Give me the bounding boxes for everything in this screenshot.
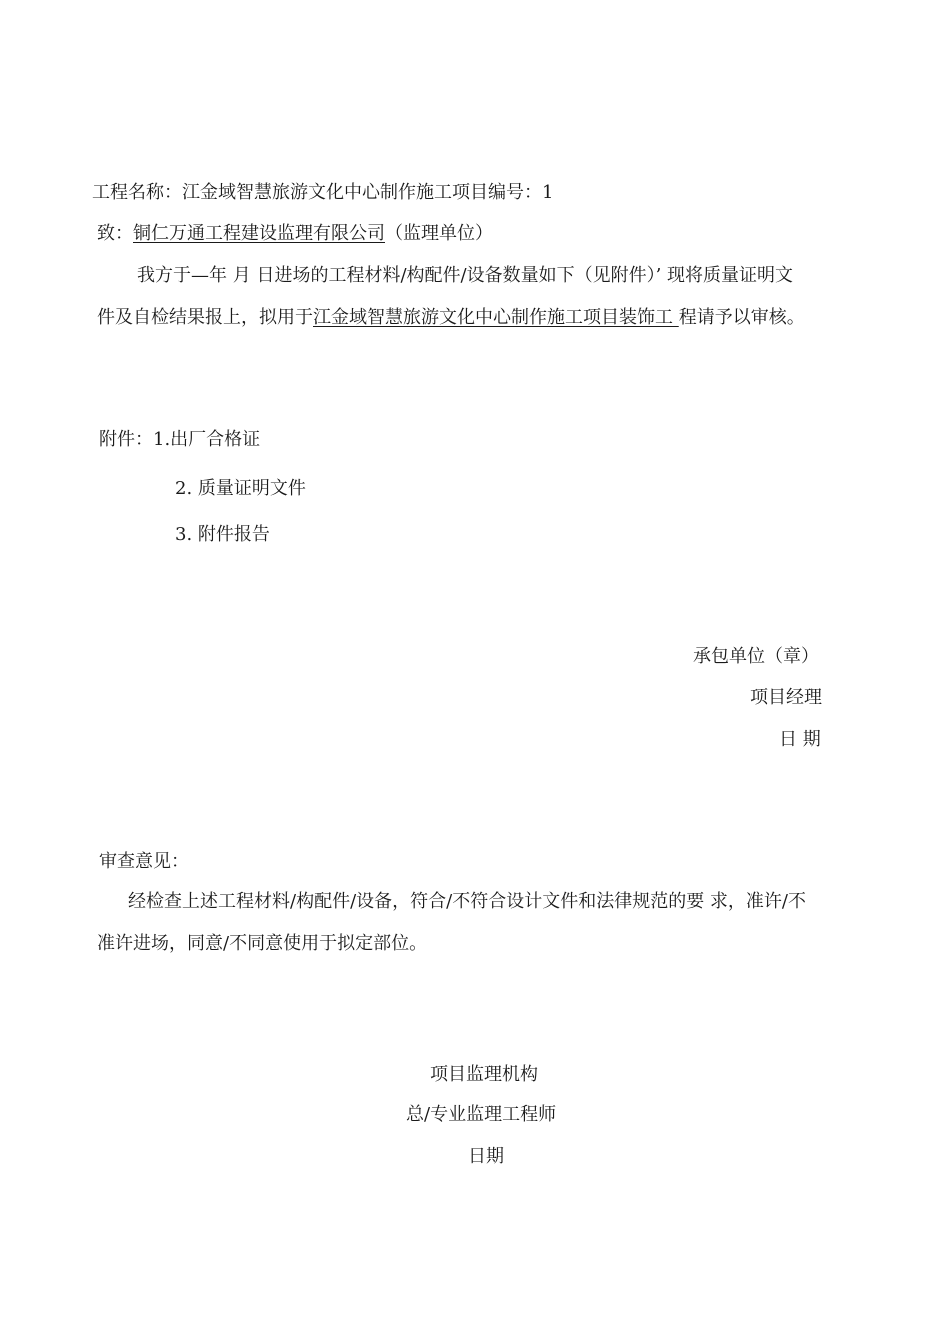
recipient-line: [97, 222, 493, 246]
number-value: 1: [542, 182, 554, 203]
body-line-2: [97, 306, 805, 330]
review-line-2: 准许进场，同意/不同意使用于拟定部位。: [97, 933, 428, 954]
contractor-date: 日 期: [779, 729, 821, 750]
body-line-2-prefix: 件及自检结果报上，拟用于: [97, 307, 313, 328]
recipient-prefix: 致：: [97, 223, 133, 244]
attachment-item: 2. 质量证明文件: [175, 478, 306, 499]
supervision-date: 日期: [468, 1146, 504, 1167]
attachment-item: 1.出厂合格证: [153, 429, 261, 450]
body-project-name: 江金域智慧旅游文化中心制作施工项目装饰工: [313, 307, 679, 328]
review-line-1: 经检查上述工程材料/构配件/设备，符合/不符合设计文件和法律规范的要 求，准许/不: [128, 891, 806, 912]
supervision-engineer: 总/专业监理工程师: [406, 1104, 557, 1125]
recipient-company: 铜仁万通工程建设监理有限公司: [133, 223, 385, 244]
number-label: 编号：: [488, 182, 542, 203]
attachment-line-1: [99, 428, 260, 452]
review-title: 审查意见：: [99, 851, 189, 872]
body-line-2-suffix: 程请予以审核。: [678, 307, 805, 328]
project-name: 江金域智慧旅游文化中心制作施工项目: [182, 182, 488, 203]
contractor-unit: 承包单位（章）: [693, 646, 819, 667]
body-line-1: 我方于—年 月 日进场的工程材料/构配件/设备数量如下（见附件）’ 现将质量证明文: [137, 265, 794, 286]
attachments-label: 附件：: [99, 429, 153, 450]
attachment-item: 3. 附件报告: [175, 524, 270, 545]
recipient-suffix: （监理单位）: [385, 223, 493, 244]
supervision-org: 项目监理机构: [430, 1064, 538, 1085]
project-manager: 项目经理: [750, 687, 822, 708]
project-header: [92, 181, 553, 205]
project-name-label: 工程名称：: [92, 182, 182, 203]
